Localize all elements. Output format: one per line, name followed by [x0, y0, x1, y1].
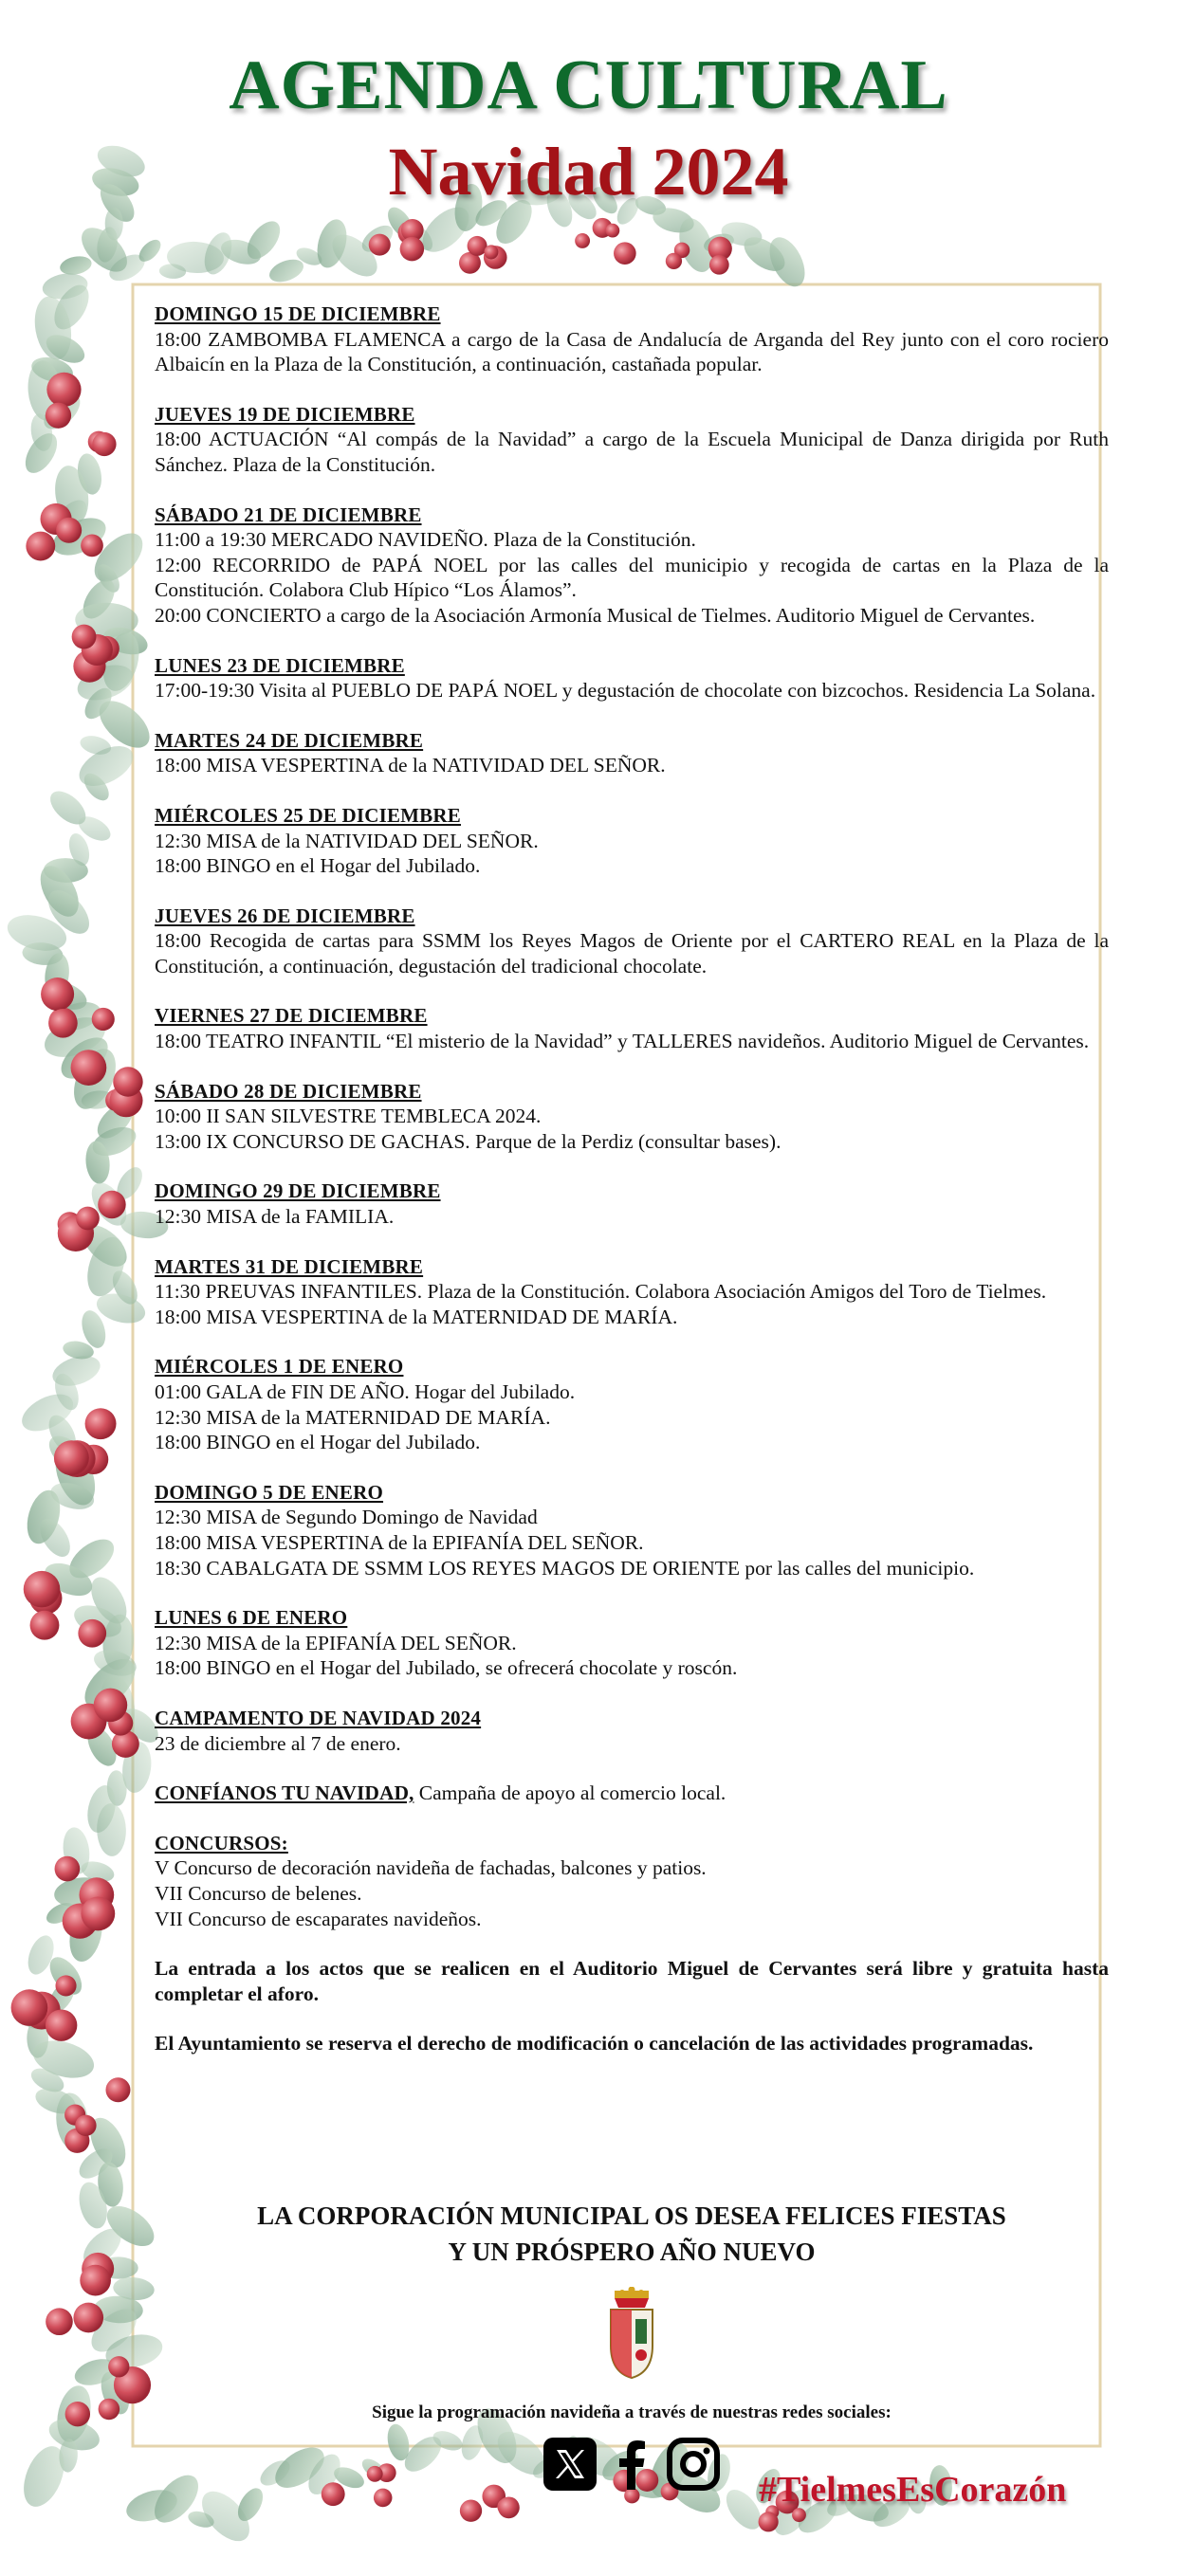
- social-follow-text: Sigue la programación navideña a través de nuestras redes sociales:: [372, 2402, 892, 2422]
- berry: [30, 1611, 60, 1640]
- page-title: AGENDA CULTURAL: [229, 46, 948, 124]
- berry: [484, 245, 498, 259]
- berry: [759, 2512, 779, 2531]
- berry: [11, 1989, 48, 2026]
- greeting-line-2: Y UN PRÓSPERO AÑO NUEVO: [448, 2238, 816, 2266]
- contest-item: VII Concurso de escaparates navideños.: [155, 1907, 482, 1930]
- berry: [468, 236, 487, 256]
- event-day-heading: DOMINGO 29 DE DICIEMBRE: [155, 1179, 441, 1203]
- berry: [55, 1975, 76, 1996]
- hashtag: #TielmesEsCorazón: [759, 2470, 1067, 2510]
- berry: [55, 1856, 81, 1882]
- event-item: 18:00 MISA VESPERTINA de la EPIFANÍA DEL SEÑOR.: [155, 1530, 644, 1554]
- event-day: [155, 1354, 1109, 1454]
- berry: [94, 1689, 128, 1723]
- berry: [72, 625, 97, 649]
- campaign-heading: CONFÍANOS TU NAVIDAD,: [155, 1781, 414, 1805]
- event-item: 10:00 II SAN SILVESTRE TEMBLECA 2024.: [155, 1105, 542, 1128]
- event-day: [155, 1178, 1109, 1229]
- footer: [155, 2198, 1109, 2492]
- event-list: [155, 301, 1109, 1756]
- berry: [92, 1008, 115, 1031]
- entry-note: La entrada a los actos que se realicen en el Auditorio Miguel de Cervantes será libre y gratuita hasta completar el aforo.: [155, 1957, 1109, 2005]
- berry: [81, 1896, 115, 1930]
- event-day-heading: DOMINGO 5 DE ENERO: [155, 1480, 384, 1504]
- event-day-heading: CAMPAMENTO DE NAVIDAD 2024: [155, 1706, 482, 1729]
- contest-item: VII Concurso de belenes.: [155, 1881, 362, 1905]
- event-day: [155, 904, 1109, 979]
- event-day: [155, 803, 1109, 879]
- event-day: [155, 402, 1109, 478]
- event-day-heading: MIÉRCOLES 25 DE DICIEMBRE: [155, 803, 461, 827]
- berry: [614, 242, 636, 265]
- event-item: 12:30 MISA de la MATERNIDAD DE MARÍA.: [155, 1405, 551, 1429]
- event-day-heading: JUEVES 26 DE DICIEMBRE: [155, 904, 415, 927]
- berry: [81, 535, 103, 557]
- campaign-text: Campaña de apoyo al comercio local.: [414, 1781, 726, 1805]
- berry: [26, 532, 55, 561]
- event-item: 11:00 a 19:30 MERCADO NAVIDEÑO. Plaza de la Constitución.: [155, 528, 696, 552]
- berry: [76, 1207, 100, 1231]
- event-day-heading: MIÉRCOLES 1 DE ENERO: [155, 1355, 404, 1379]
- event-item: 12:00 RECORRIDO de PAPÁ NOEL por las calles del municipio y recogida de cartas en la Plaza de la Constitución. Colabora Club Hípico “Los Álamos”.: [155, 553, 1109, 602]
- contests-section: [155, 1831, 1109, 1931]
- berry: [80, 2265, 111, 2296]
- contests-heading: CONCURSOS:: [155, 1831, 288, 1854]
- berry: [666, 253, 682, 269]
- berry: [65, 2402, 90, 2426]
- event-item: 18:00 BINGO en el Hogar del Jubilado.: [155, 1431, 481, 1454]
- event-item: 18:00 Recogida de cartas para SSMM los Reyes Magos de Oriente por el CARTERO REAL en la Plaza de la Constitución, a continuación, degustación del tradicional chocolate.: [155, 929, 1109, 977]
- berry: [606, 224, 620, 238]
- berry: [709, 255, 729, 275]
- event-item: 18:00 ZAMBOMBA FLAMENCA a cargo de la Casa de Andalucía de Arganda del Rey junto con el coro rociero Albaicín en la Plaza de la Constitución, a continuación, castañada popular.: [155, 327, 1109, 376]
- event-day-heading: LUNES 23 DE DICIEMBRE: [155, 653, 405, 677]
- berry: [73, 2303, 103, 2333]
- event-day-heading: MARTES 31 DE DICIEMBRE: [155, 1254, 424, 1278]
- event-day: [155, 1079, 1109, 1155]
- event-item: 01:00 GALA de FIN DE AÑO. Hogar del Jubilado.: [155, 1380, 576, 1403]
- event-item: 13:00 IX CONCURSO DE GACHAS. Parque de la Perdiz (consultar bases).: [155, 1129, 782, 1153]
- event-day: [155, 728, 1109, 778]
- event-day: [155, 1706, 1109, 1756]
- berry: [369, 234, 391, 256]
- event-item: 18:00 TEATRO INFANTIL “El misterio de la Navidad” y TALLERES navideños. Auditorio Miguel de Cervantes.: [155, 1030, 1090, 1053]
- municipal-coat-of-arms-icon: [601, 2287, 662, 2382]
- berry: [105, 2077, 130, 2102]
- berry: [92, 432, 116, 456]
- event-day-heading: LUNES 6 DE ENERO: [155, 1606, 348, 1630]
- berry: [99, 2399, 120, 2421]
- berry: [78, 1619, 106, 1648]
- berry: [48, 1009, 78, 1038]
- event-item: 12:30 MISA de la FAMILIA.: [155, 1205, 395, 1229]
- berry: [71, 1050, 107, 1086]
- greeting-line-1: LA CORPORACIÓN MUNICIPAL OS DESEA FELICES FIESTAS: [257, 2201, 1006, 2230]
- berry: [98, 1191, 126, 1219]
- berry: [56, 518, 82, 543]
- berry: [46, 2009, 77, 2040]
- berry: [575, 233, 590, 248]
- facebook-icon[interactable]: [613, 2437, 651, 2492]
- disclaimer-note: El Ayuntamiento se reserva el derecho de modificación o cancelación de las actividades programadas.: [155, 2032, 1034, 2055]
- instagram-icon[interactable]: [666, 2437, 721, 2492]
- berry: [46, 403, 71, 429]
- event-item: 12:30 MISA de la EPIFANÍA DEL SEÑOR.: [155, 1631, 517, 1654]
- berry: [41, 977, 74, 1011]
- event-day-heading: DOMINGO 15 DE DICIEMBRE: [155, 302, 441, 325]
- event-item: 18:00 MISA VESPERTINA de la NATIVIDAD DEL SEÑOR.: [155, 754, 666, 777]
- event-item: 18:00 ACTUACIÓN “Al compás de la Navidad” a cargo de la Escuela Municipal de Danza dirigida por Ruth Sánchez. Plaza de la Constitución.: [155, 428, 1109, 476]
- event-day: [155, 1254, 1109, 1330]
- event-item: 18:30 CABALGATA DE SSMM LOS REYES MAGOS DE ORIENTE por las calles del municipio.: [155, 1556, 975, 1580]
- event-day-heading: VIERNES 27 DE DICIEMBRE: [155, 1004, 428, 1028]
- berry: [460, 2500, 482, 2522]
- event-day-heading: SÁBADO 21 DE DICIEMBRE: [155, 502, 422, 526]
- event-item: 11:30 PREUVAS INFANTILES. Plaza de la Constitución. Colabora Asociación Amigos del Toro de Tielmes.: [155, 1280, 1047, 1304]
- event-item: 18:00 BINGO en el Hogar del Jubilado.: [155, 854, 481, 878]
- event-day-heading: JUEVES 19 DE DICIEMBRE: [155, 402, 415, 426]
- event-item: 17:00-19:30 Visita al PUEBLO DE PAPÁ NOEL y degustación de chocolate con bizcochos. Residencia La Solana.: [155, 679, 1096, 703]
- berry: [54, 1440, 89, 1475]
- berry: [46, 2308, 73, 2335]
- berry: [400, 237, 424, 261]
- leaf: [59, 254, 94, 278]
- event-item: 12:30 MISA de Segundo Domingo de Navidad: [155, 1506, 538, 1529]
- event-day-heading: SÁBADO 28 DE DICIEMBRE: [155, 1079, 422, 1103]
- agenda-content: [155, 301, 1109, 2081]
- event-day: [155, 502, 1109, 629]
- event-item: 23 de diciembre al 7 de enero.: [155, 1731, 401, 1755]
- berry: [85, 1408, 117, 1439]
- berry: [24, 1571, 61, 1608]
- event-item: 18:00 MISA VESPERTINA de la MATERNIDAD DE MARÍA.: [155, 1305, 678, 1328]
- contest-item: V Concurso de decoración navideña de fachadas, balcones y patios.: [155, 1856, 707, 1880]
- event-day-heading: MARTES 24 DE DICIEMBRE: [155, 728, 424, 752]
- event-day: [155, 653, 1109, 703]
- event-item: 18:00 BINGO en el Hogar del Jubilado, se ofrecerá chocolate y roscón.: [155, 1656, 738, 1680]
- event-day: [155, 1480, 1109, 1580]
- berry: [75, 2115, 96, 2136]
- berry: [113, 1067, 142, 1096]
- berry: [108, 2356, 129, 2377]
- page-subtitle: Navidad 2024: [388, 134, 789, 210]
- berry: [498, 2496, 520, 2518]
- campaign-section: [155, 1781, 1109, 1806]
- event-day: [155, 1605, 1109, 1681]
- event-day: [155, 1003, 1109, 1053]
- x-icon[interactable]: [543, 2437, 598, 2492]
- event-item: 12:30 MISA de la NATIVIDAD DEL SEÑOR.: [155, 829, 539, 852]
- event-day: [155, 301, 1109, 377]
- berry: [46, 373, 81, 407]
- event-item: 20:00 CONCIERTO a cargo de la Asociación Armonía Musical de Tielmes. Auditorio Miguel de Cervantes.: [155, 603, 1036, 627]
